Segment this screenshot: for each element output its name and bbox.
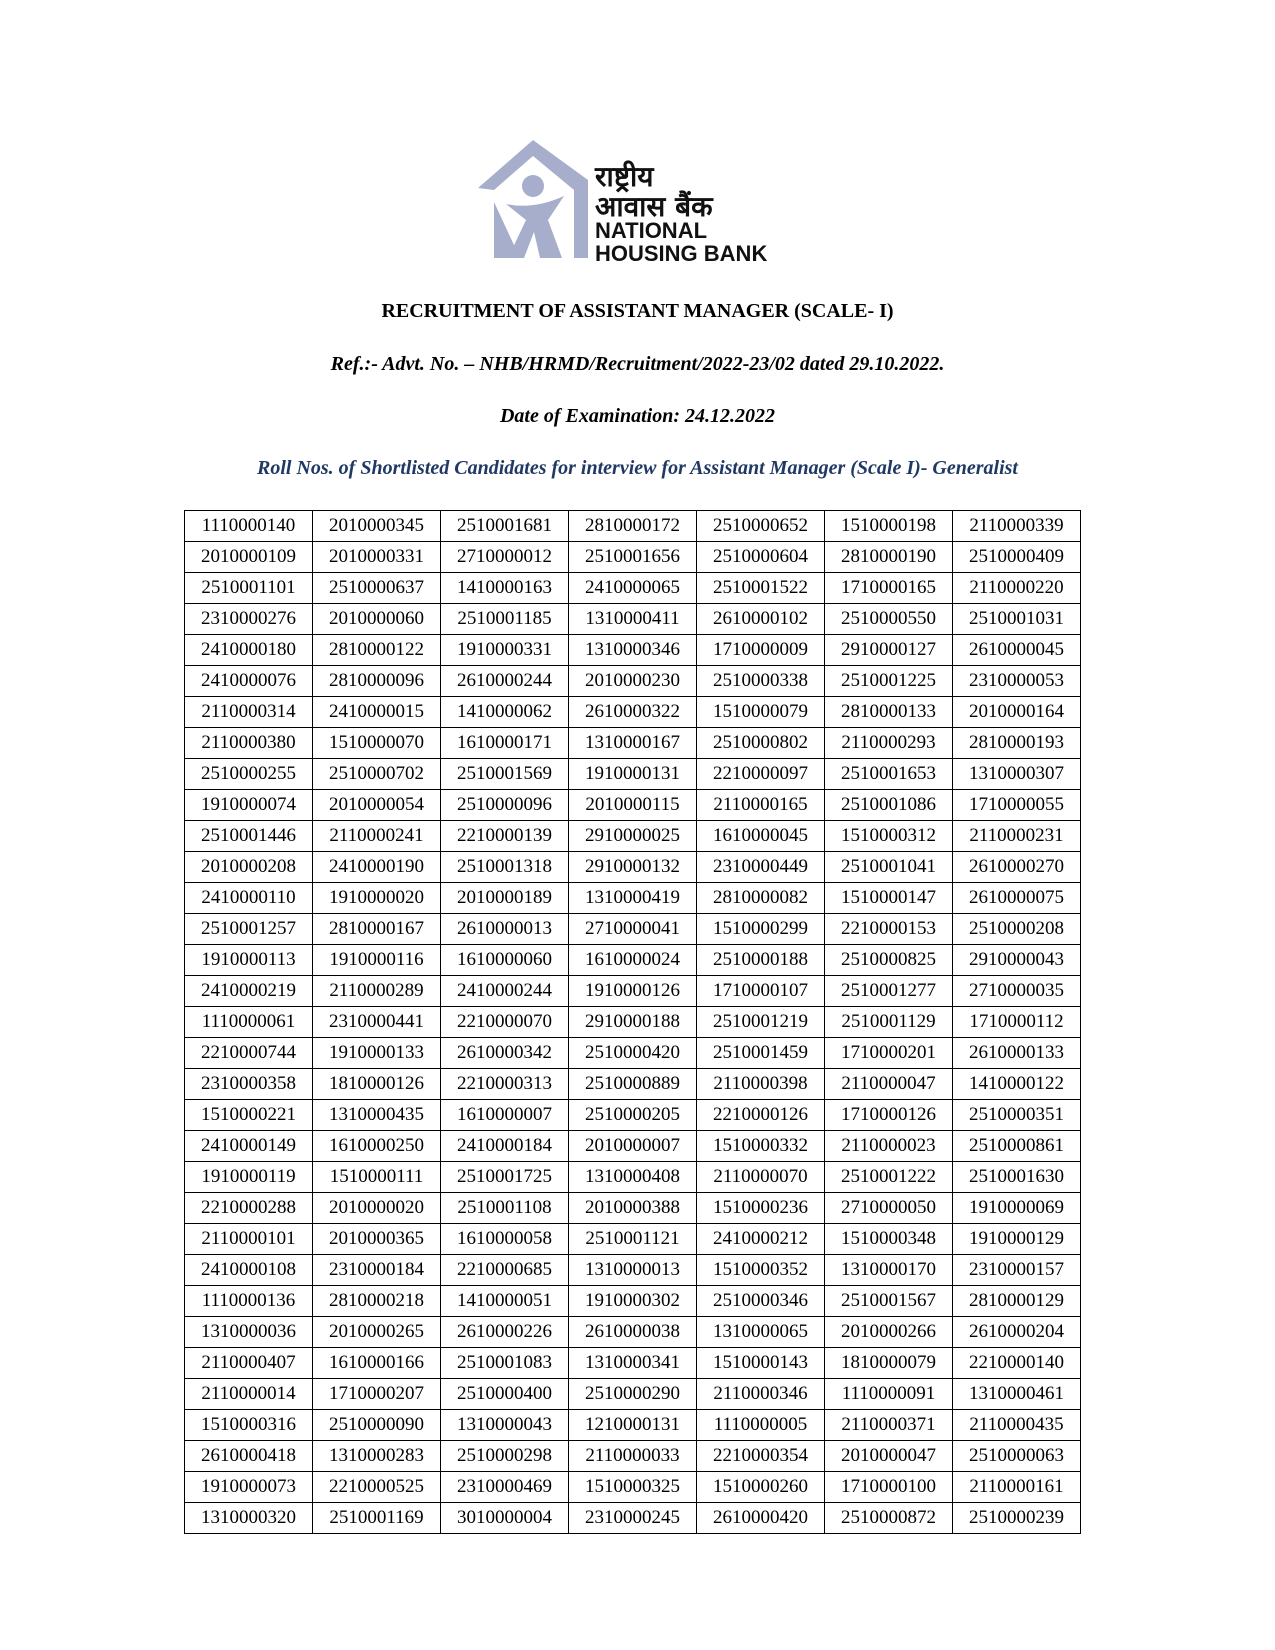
roll-number-cell: 2510000205	[569, 1100, 697, 1131]
roll-number-cell: 1910000116	[313, 945, 441, 976]
roll-number-cell: 2210000288	[185, 1193, 313, 1224]
table-row	[185, 542, 1081, 573]
roll-number-cell: 1610000250	[313, 1131, 441, 1162]
roll-number-cell: 2010000208	[185, 852, 313, 883]
roll-number-cell: 1710000055	[953, 790, 1081, 821]
roll-number-cell: 2610000342	[441, 1038, 569, 1069]
roll-number-cell: 2410000244	[441, 976, 569, 1007]
roll-number-cell: 2210000525	[313, 1472, 441, 1503]
table-row	[185, 1100, 1081, 1131]
roll-number-cell: 1710000107	[697, 976, 825, 1007]
roll-number-cell: 2610000133	[953, 1038, 1081, 1069]
roll-number-cell: 1310000170	[825, 1255, 953, 1286]
roll-number-cell: 2510000872	[825, 1503, 953, 1534]
roll-number-cell: 2110000033	[569, 1441, 697, 1472]
roll-number-cell: 2510001446	[185, 821, 313, 852]
roll-number-cell: 2110000346	[697, 1379, 825, 1410]
roll-number-cell: 2810000167	[313, 914, 441, 945]
roll-number-cell: 2010000115	[569, 790, 697, 821]
roll-number-cell: 1510000352	[697, 1255, 825, 1286]
roll-number-cell: 2510000346	[697, 1286, 825, 1317]
roll-numbers-table	[184, 510, 1081, 1534]
roll-number-cell: 2610000322	[569, 697, 697, 728]
roll-number-cell: 2310000157	[953, 1255, 1081, 1286]
roll-number-cell: 1110000091	[825, 1379, 953, 1410]
roll-number-cell: 2010000109	[185, 542, 313, 573]
roll-number-cell: 2110000220	[953, 573, 1081, 604]
roll-number-cell: 1410000051	[441, 1286, 569, 1317]
table-row	[185, 697, 1081, 728]
roll-number-cell: 1310000419	[569, 883, 697, 914]
roll-number-cell: 2510001108	[441, 1193, 569, 1224]
roll-number-cell: 2410000108	[185, 1255, 313, 1286]
table-row	[185, 1379, 1081, 1410]
roll-number-cell: 1510000325	[569, 1472, 697, 1503]
table-row	[185, 1224, 1081, 1255]
roll-number-cell: 1710000207	[313, 1379, 441, 1410]
roll-number-cell: 2510000400	[441, 1379, 569, 1410]
roll-number-cell: 1510000260	[697, 1472, 825, 1503]
roll-number-cell: 1510000299	[697, 914, 825, 945]
table-row	[185, 573, 1081, 604]
roll-number-cell: 2810000172	[569, 511, 697, 542]
roll-number-cell: 1310000341	[569, 1348, 697, 1379]
roll-number-cell: 1310000307	[953, 759, 1081, 790]
page-title: RECRUITMENT OF ASSISTANT MANAGER (SCALE- I)	[381, 300, 894, 322]
roll-number-cell: 2510000298	[441, 1441, 569, 1472]
roll-number-cell: 1910000302	[569, 1286, 697, 1317]
roll-number-cell: 1310000408	[569, 1162, 697, 1193]
roll-number-cell: 1110000136	[185, 1286, 313, 1317]
roll-number-cell: 2210000139	[441, 821, 569, 852]
roll-number-cell: 1910000113	[185, 945, 313, 976]
roll-number-cell: 2210000354	[697, 1441, 825, 1472]
table-row	[185, 1441, 1081, 1472]
roll-number-cell: 1210000131	[569, 1410, 697, 1441]
table-row	[185, 728, 1081, 759]
roll-number-cell: 1510000348	[825, 1224, 953, 1255]
roll-number-cell: 2510000188	[697, 945, 825, 976]
roll-number-cell: 1610000058	[441, 1224, 569, 1255]
roll-number-cell: 2510001656	[569, 542, 697, 573]
roll-number-cell: 2410000110	[185, 883, 313, 914]
roll-number-cell: 1710000165	[825, 573, 953, 604]
roll-number-cell: 2510000825	[825, 945, 953, 976]
roll-number-cell: 2310000276	[185, 604, 313, 635]
roll-numbers-body	[185, 511, 1081, 1534]
roll-number-cell: 2710000035	[953, 976, 1081, 1007]
roll-number-cell: 2610000045	[953, 635, 1081, 666]
roll-number-cell: 1710000201	[825, 1038, 953, 1069]
roll-number-cell: 1710000009	[697, 635, 825, 666]
table-row	[185, 759, 1081, 790]
roll-number-cell: 2310000358	[185, 1069, 313, 1100]
roll-number-cell: 1310000461	[953, 1379, 1081, 1410]
roll-number-cell: 2510000096	[441, 790, 569, 821]
table-row	[185, 790, 1081, 821]
advertisement-reference: Ref.:- Advt. No. – NHB/HRMD/Recruitment/2022-23/02 dated 29.10.2022.	[330, 353, 945, 375]
roll-number-cell: 2510000338	[697, 666, 825, 697]
roll-number-cell: 1910000119	[185, 1162, 313, 1193]
roll-number-cell: 2510001185	[441, 604, 569, 635]
roll-number-cell: 1510000070	[313, 728, 441, 759]
roll-number-cell: 2510001219	[697, 1007, 825, 1038]
roll-number-cell: 1310000036	[185, 1317, 313, 1348]
table-row	[185, 1472, 1081, 1503]
roll-number-cell: 2810000096	[313, 666, 441, 697]
roll-number-cell: 2510001569	[441, 759, 569, 790]
roll-number-cell: 1910000331	[441, 635, 569, 666]
roll-number-cell: 1610000007	[441, 1100, 569, 1131]
roll-number-cell: 2510001630	[953, 1162, 1081, 1193]
roll-number-cell: 2510000889	[569, 1069, 697, 1100]
roll-number-cell: 2210000153	[825, 914, 953, 945]
roll-number-cell: 2010000020	[313, 1193, 441, 1224]
roll-number-cell: 2010000047	[825, 1441, 953, 1472]
roll-number-cell: 1310000065	[697, 1317, 825, 1348]
table-row	[185, 1007, 1081, 1038]
roll-number-cell: 2610000420	[697, 1503, 825, 1534]
roll-number-cell: 2510001129	[825, 1007, 953, 1038]
table-row	[185, 945, 1081, 976]
roll-number-cell: 1610000166	[313, 1348, 441, 1379]
roll-number-cell: 1910000069	[953, 1193, 1081, 1224]
roll-number-cell: 1910000129	[953, 1224, 1081, 1255]
roll-number-cell: 2510001041	[825, 852, 953, 883]
roll-number-cell: 2010000331	[313, 542, 441, 573]
roll-number-cell: 2410000180	[185, 635, 313, 666]
roll-number-cell: 2110000161	[953, 1472, 1081, 1503]
roll-number-cell: 2510001318	[441, 852, 569, 883]
roll-number-cell: 2710000050	[825, 1193, 953, 1224]
roll-number-cell: 2110000241	[313, 821, 441, 852]
roll-number-cell: 1710000100	[825, 1472, 953, 1503]
table-row	[185, 821, 1081, 852]
roll-number-cell: 2610000244	[441, 666, 569, 697]
roll-number-cell: 2110000014	[185, 1379, 313, 1410]
roll-number-cell: 2510000239	[953, 1503, 1081, 1534]
roll-number-cell: 1610000045	[697, 821, 825, 852]
roll-number-cell: 2610000270	[953, 852, 1081, 883]
roll-number-cell: 2510001653	[825, 759, 953, 790]
roll-number-cell: 1910000131	[569, 759, 697, 790]
roll-number-cell: 1310000411	[569, 604, 697, 635]
roll-number-cell: 2510001459	[697, 1038, 825, 1069]
roll-number-cell: 2510001681	[441, 511, 569, 542]
roll-number-cell: 2110000047	[825, 1069, 953, 1100]
table-row	[185, 1255, 1081, 1286]
roll-number-cell: 2510000063	[953, 1441, 1081, 1472]
nhb-logo	[478, 140, 818, 270]
roll-number-cell: 1810000126	[313, 1069, 441, 1100]
roll-number-cell: 2810000190	[825, 542, 953, 573]
roll-number-cell: 2110000070	[697, 1162, 825, 1193]
roll-number-cell: 2910000127	[825, 635, 953, 666]
roll-number-cell: 2810000133	[825, 697, 953, 728]
roll-number-cell: 2410000065	[569, 573, 697, 604]
table-row	[185, 1038, 1081, 1069]
roll-number-cell: 2110000289	[313, 976, 441, 1007]
roll-number-cell: 2110000371	[825, 1410, 953, 1441]
table-row	[185, 883, 1081, 914]
roll-number-cell: 2710000012	[441, 542, 569, 573]
roll-number-cell: 2510001277	[825, 976, 953, 1007]
roll-number-cell: 1810000079	[825, 1348, 953, 1379]
roll-number-cell: 2810000218	[313, 1286, 441, 1317]
roll-number-cell: 1110000005	[697, 1410, 825, 1441]
roll-number-cell: 1510000111	[313, 1162, 441, 1193]
roll-number-cell: 2410000190	[313, 852, 441, 883]
roll-number-cell: 2510000637	[313, 573, 441, 604]
roll-number-cell: 2610000075	[953, 883, 1081, 914]
roll-number-cell: 2210000097	[697, 759, 825, 790]
roll-number-cell: 2310000469	[441, 1472, 569, 1503]
roll-number-cell: 2010000266	[825, 1317, 953, 1348]
table-row	[185, 1503, 1081, 1534]
roll-number-cell: 2410000219	[185, 976, 313, 1007]
table-row	[185, 852, 1081, 883]
roll-number-cell: 2510000208	[953, 914, 1081, 945]
roll-number-cell: 2510001725	[441, 1162, 569, 1193]
roll-number-cell: 1310000320	[185, 1503, 313, 1534]
roll-number-cell: 2910000025	[569, 821, 697, 852]
house-person-icon	[478, 140, 593, 270]
roll-number-cell: 2510001086	[825, 790, 953, 821]
roll-number-cell: 1510000316	[185, 1410, 313, 1441]
roll-number-cell: 1310000435	[313, 1100, 441, 1131]
roll-number-cell: 2510000090	[313, 1410, 441, 1441]
roll-number-cell: 2510001567	[825, 1286, 953, 1317]
roll-number-cell: 1710000126	[825, 1100, 953, 1131]
roll-number-cell: 2310000441	[313, 1007, 441, 1038]
roll-number-cell: 2810000122	[313, 635, 441, 666]
roll-number-cell: 2210000070	[441, 1007, 569, 1038]
roll-number-cell: 2010000265	[313, 1317, 441, 1348]
roll-number-cell: 1410000122	[953, 1069, 1081, 1100]
table-row	[185, 914, 1081, 945]
roll-number-cell: 2610000204	[953, 1317, 1081, 1348]
roll-number-cell: 1610000060	[441, 945, 569, 976]
roll-number-cell: 2610000013	[441, 914, 569, 945]
roll-number-cell: 2110000339	[953, 511, 1081, 542]
logo-hindi-text: राष्ट्रीय आवास बैंक	[595, 160, 713, 223]
roll-number-cell: 2810000129	[953, 1286, 1081, 1317]
roll-number-cell: 1310000283	[313, 1441, 441, 1472]
roll-number-cell: 1510000147	[825, 883, 953, 914]
roll-number-cell: 2110000165	[697, 790, 825, 821]
roll-number-cell: 1310000167	[569, 728, 697, 759]
roll-number-cell: 2610000418	[185, 1441, 313, 1472]
roll-number-cell: 2010000007	[569, 1131, 697, 1162]
roll-number-cell: 2510001522	[697, 573, 825, 604]
table-row	[185, 1131, 1081, 1162]
roll-number-cell: 2210000313	[441, 1069, 569, 1100]
roll-number-cell: 2510000290	[569, 1379, 697, 1410]
roll-number-cell: 2110000293	[825, 728, 953, 759]
roll-number-cell: 1110000140	[185, 511, 313, 542]
section-subtitle: Roll Nos. of Shortlisted Candidates for interview for Assistant Manager (Scale I)- Generalist	[257, 457, 1018, 479]
table-row	[185, 1410, 1081, 1441]
roll-number-cell: 1910000126	[569, 976, 697, 1007]
roll-number-cell: 3010000004	[441, 1503, 569, 1534]
roll-number-cell: 2410000212	[697, 1224, 825, 1255]
roll-number-cell: 2910000043	[953, 945, 1081, 976]
roll-number-cell: 2910000132	[569, 852, 697, 883]
roll-number-cell: 2810000193	[953, 728, 1081, 759]
roll-number-cell: 2510001222	[825, 1162, 953, 1193]
roll-number-cell: 2510001169	[313, 1503, 441, 1534]
roll-number-cell: 2510001031	[953, 604, 1081, 635]
roll-number-cell: 1510000332	[697, 1131, 825, 1162]
roll-number-cell: 1410000163	[441, 573, 569, 604]
exam-date: Date of Examination: 24.12.2022	[499, 405, 775, 427]
roll-number-cell: 2410000076	[185, 666, 313, 697]
roll-number-cell: 2310000245	[569, 1503, 697, 1534]
roll-number-cell: 2610000226	[441, 1317, 569, 1348]
roll-number-cell: 2810000082	[697, 883, 825, 914]
roll-number-cell: 2110000231	[953, 821, 1081, 852]
table-row	[185, 1348, 1081, 1379]
roll-number-cell: 1610000171	[441, 728, 569, 759]
roll-number-cell: 2110000314	[185, 697, 313, 728]
logo-english-text: NATIONAL HOUSING BANK	[595, 218, 768, 266]
roll-number-cell: 2510000255	[185, 759, 313, 790]
roll-number-cell: 2210000685	[441, 1255, 569, 1286]
roll-number-cell: 2510000550	[825, 604, 953, 635]
roll-number-cell: 2110000101	[185, 1224, 313, 1255]
roll-number-cell: 2410000149	[185, 1131, 313, 1162]
roll-number-cell: 2110000380	[185, 728, 313, 759]
table-row	[185, 1193, 1081, 1224]
roll-number-cell: 2310000053	[953, 666, 1081, 697]
roll-number-cell: 2510000861	[953, 1131, 1081, 1162]
roll-number-cell: 1510000143	[697, 1348, 825, 1379]
roll-number-cell: 2010000230	[569, 666, 697, 697]
roll-number-cell: 1510000079	[697, 697, 825, 728]
table-row	[185, 976, 1081, 1007]
roll-number-cell: 1510000236	[697, 1193, 825, 1224]
roll-number-cell: 2010000365	[313, 1224, 441, 1255]
roll-number-cell: 1510000198	[825, 511, 953, 542]
roll-number-cell: 2110000435	[953, 1410, 1081, 1441]
table-row	[185, 1286, 1081, 1317]
roll-number-cell: 2410000015	[313, 697, 441, 728]
roll-number-cell: 2310000449	[697, 852, 825, 883]
table-row	[185, 1162, 1081, 1193]
roll-number-cell: 2010000164	[953, 697, 1081, 728]
roll-number-cell: 2910000188	[569, 1007, 697, 1038]
roll-number-cell: 1310000043	[441, 1410, 569, 1441]
roll-number-cell: 2510000702	[313, 759, 441, 790]
table-row	[185, 1069, 1081, 1100]
roll-number-cell: 1910000073	[185, 1472, 313, 1503]
roll-number-cell: 2510000351	[953, 1100, 1081, 1131]
roll-number-cell: 2210000126	[697, 1100, 825, 1131]
table-row	[185, 1317, 1081, 1348]
table-row	[185, 511, 1081, 542]
roll-number-cell: 2510001121	[569, 1224, 697, 1255]
roll-number-cell: 2010000388	[569, 1193, 697, 1224]
roll-number-cell: 1710000112	[953, 1007, 1081, 1038]
table-row	[185, 635, 1081, 666]
roll-number-cell: 1110000061	[185, 1007, 313, 1038]
roll-number-cell: 1510000312	[825, 821, 953, 852]
roll-number-cell: 2510001083	[441, 1348, 569, 1379]
roll-number-cell: 2110000407	[185, 1348, 313, 1379]
roll-number-cell: 2510000420	[569, 1038, 697, 1069]
roll-number-cell: 2510000802	[697, 728, 825, 759]
table-row	[185, 666, 1081, 697]
roll-number-cell: 2110000023	[825, 1131, 953, 1162]
roll-number-cell: 1410000062	[441, 697, 569, 728]
roll-number-cell: 1310000013	[569, 1255, 697, 1286]
table-row	[185, 604, 1081, 635]
roll-number-cell: 2610000102	[697, 604, 825, 635]
roll-number-cell: 2510001225	[825, 666, 953, 697]
roll-number-cell: 2510001101	[185, 573, 313, 604]
roll-number-cell: 2510000604	[697, 542, 825, 573]
roll-number-cell: 2510001257	[185, 914, 313, 945]
roll-number-cell: 1310000346	[569, 635, 697, 666]
roll-number-cell: 2310000184	[313, 1255, 441, 1286]
roll-number-cell: 2010000345	[313, 511, 441, 542]
roll-number-cell: 2210000744	[185, 1038, 313, 1069]
roll-number-cell: 2110000398	[697, 1069, 825, 1100]
roll-number-cell: 2010000054	[313, 790, 441, 821]
roll-number-cell: 2010000060	[313, 604, 441, 635]
roll-number-cell: 1610000024	[569, 945, 697, 976]
roll-number-cell: 1910000133	[313, 1038, 441, 1069]
roll-number-cell: 2710000041	[569, 914, 697, 945]
roll-number-cell: 2210000140	[953, 1348, 1081, 1379]
roll-number-cell: 2510000409	[953, 542, 1081, 573]
roll-number-cell: 1910000020	[313, 883, 441, 914]
roll-number-cell: 2410000184	[441, 1131, 569, 1162]
roll-number-cell: 2610000038	[569, 1317, 697, 1348]
roll-number-cell: 2510000652	[697, 511, 825, 542]
roll-number-cell: 2010000189	[441, 883, 569, 914]
roll-number-cell: 1910000074	[185, 790, 313, 821]
roll-number-cell: 1510000221	[185, 1100, 313, 1131]
